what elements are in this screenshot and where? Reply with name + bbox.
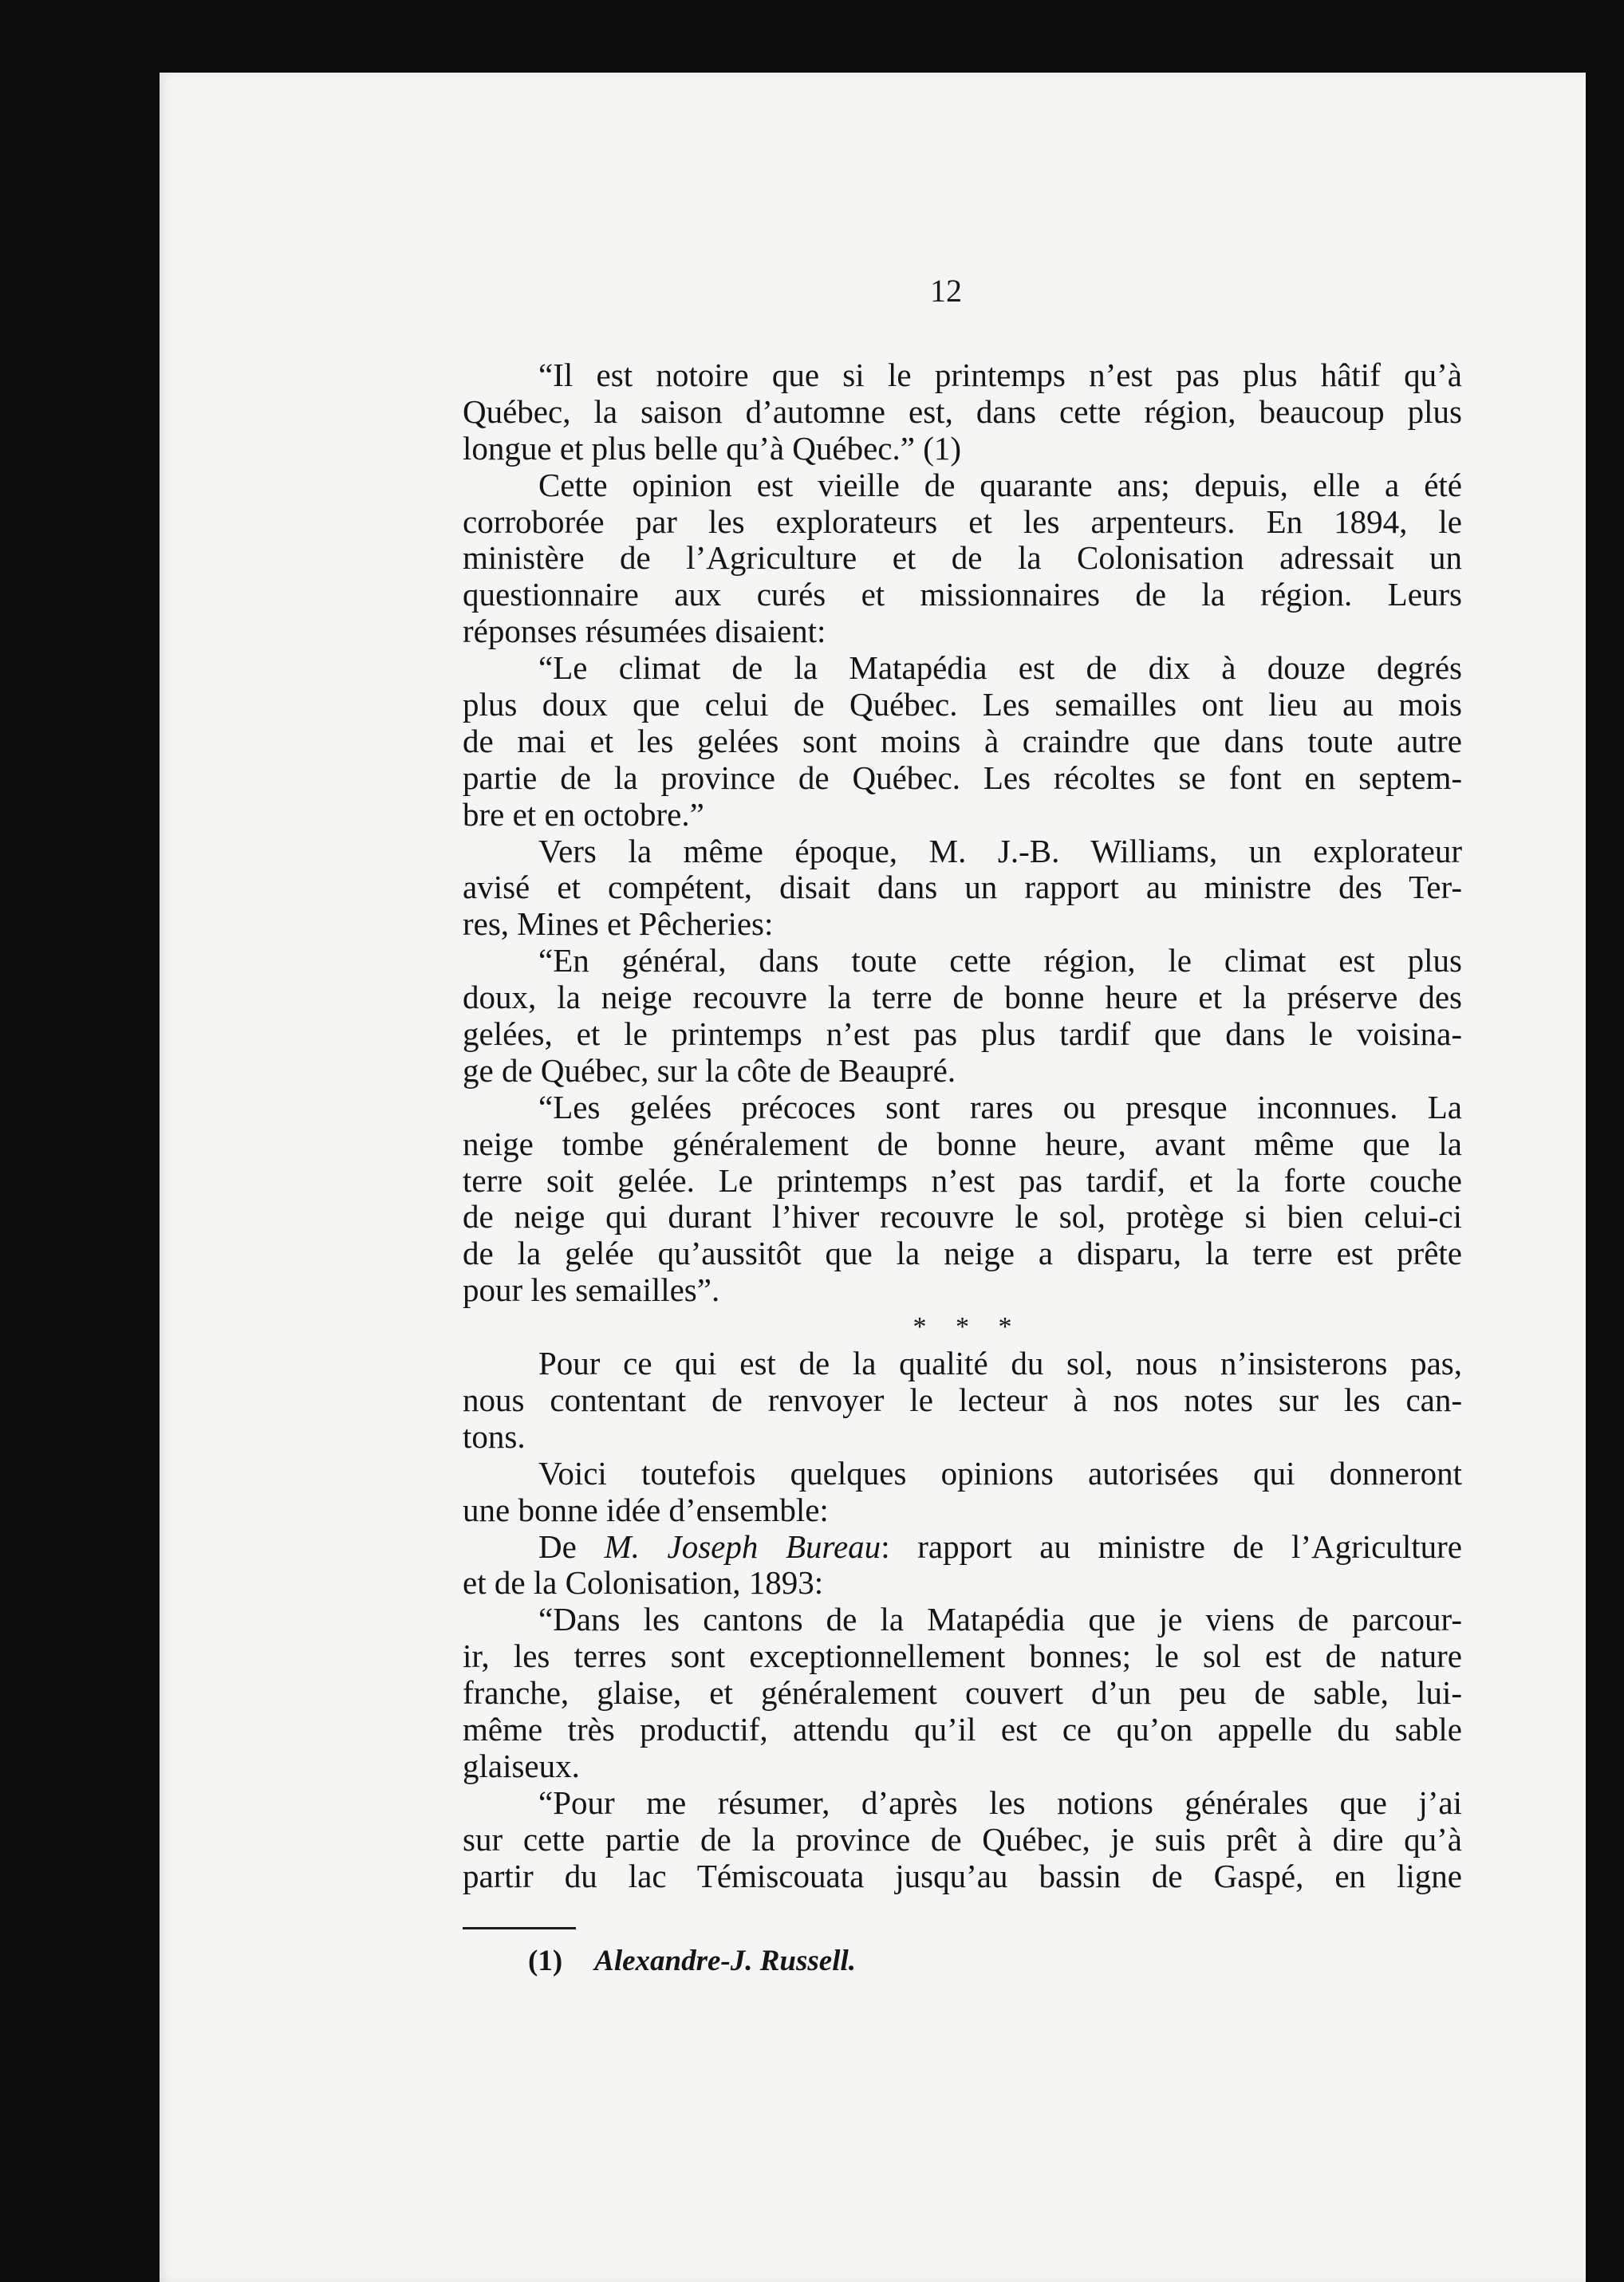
author-name: M. Joseph Bureau	[604, 1528, 881, 1565]
text-segment: De	[538, 1528, 605, 1565]
text-line: de mai et les gelées sont moins à craindre que dans toute autre	[463, 723, 1462, 759]
text-line: “Les gelées précoces sont rares ou presque inconnues. La	[538, 1089, 1462, 1125]
text-line: res, Mines et Pêcheries:	[463, 906, 774, 943]
footnote	[528, 1943, 856, 1980]
text-line: gelées, et le printemps n’est pas plus tardif que dans le voisina-	[463, 1016, 1462, 1053]
text-line: “Il est notoire que si le printemps n’est pas plus hâtif qu’à	[538, 357, 1462, 393]
text-line: tons.	[463, 1418, 526, 1455]
text-line: terre soit gelée. Le printemps n’est pas tardif, et la forte couche	[463, 1162, 1462, 1199]
scanned-page	[160, 73, 1586, 2282]
text-line: Vers la même époque, M. J.-B. Williams, un explorateur	[538, 833, 1462, 869]
text-line: réponses résumées disaient:	[463, 613, 826, 650]
text-line: Cette opinion est vieille de quarante ans; depuis, elle a été	[538, 467, 1462, 503]
text-line: doux, la neige recouvre la terre de bonne heure et la préserve des	[463, 979, 1462, 1016]
text-line: neige tombe généralement de bonne heure, avant même que la	[463, 1125, 1462, 1162]
footnote-marker: (1)	[528, 1945, 563, 1977]
text-line	[463, 1529, 1462, 1566]
text-line: et de la Colonisation, 1893:	[463, 1565, 824, 1602]
text-segment: : rapport au ministre de l’Agriculture	[881, 1528, 1462, 1565]
text-line: Pour ce qui est de la qualité du sol, nous n’insisterons pas,	[538, 1346, 1462, 1382]
text-line: pour les semailles”.	[463, 1272, 720, 1309]
text-line: de neige qui durant l’hiver recouvre le sol, protège si bien celui-ci	[463, 1199, 1462, 1236]
page-number: 12	[930, 273, 962, 309]
text-line: “Le climat de la Matapédia est de dix à douze degrés	[538, 650, 1462, 687]
text-line: plus doux que celui de Québec. Les semailles ont lieu au mois	[463, 687, 1462, 723]
text-line: ministère de l’Agriculture et de la Colonisation adressait un	[463, 540, 1462, 577]
text-line: partir du lac Témiscouata jusqu’au bassin de Gaspé, en ligne	[463, 1858, 1462, 1894]
text-line: Voici toutefois quelques opinions autorisées qui donneront	[538, 1455, 1462, 1492]
text-line: bre et en octobre.”	[463, 796, 704, 833]
section-break-asterisks: * * *	[913, 1312, 1012, 1342]
text-line: longue et plus belle qu’à Québec.” (1)	[463, 430, 962, 467]
text-line: glaiseux.	[463, 1748, 580, 1784]
text-line: sur cette partie de la province de Québec, je suis prêt à dire qu’à	[463, 1821, 1462, 1858]
text-line: même très productif, attendu qu’il est ce qu’on appelle du sable	[463, 1711, 1462, 1748]
footnote-rule	[463, 1927, 576, 1929]
footnote-text: Alexandre-J. Russell.	[594, 1945, 857, 1977]
text-line: questionnaire aux curés et missionnaires de la région. Leurs	[463, 577, 1462, 613]
text-line: “Dans les cantons de la Matapédia que je viens de parcour-	[538, 1602, 1462, 1638]
text-line: avisé et compétent, disait dans un rapport au ministre des Ter-	[463, 869, 1462, 906]
text-line: “Pour me résumer, d’après les notions générales que j’ai	[538, 1784, 1462, 1821]
text-line: ge de Québec, sur la côte de Beaupré.	[463, 1052, 956, 1089]
text-line: “En général, dans toute cette région, le climat est plus	[538, 943, 1462, 979]
text-line: nous contentant de renvoyer le lecteur à nos notes sur les can-	[463, 1381, 1462, 1418]
text-line: une bonne idée d’ensemble:	[463, 1492, 829, 1528]
text-line: franche, glaise, et généralement couvert d’un peu de sable, lui-	[463, 1675, 1462, 1712]
text-line: Québec, la saison d’automne est, dans cette région, beaucoup plus	[463, 393, 1462, 430]
text-line: corroborée par les explorateurs et les arpenteurs. En 1894, le	[463, 503, 1462, 540]
text-column	[463, 357, 1462, 1894]
text-line: ir, les terres sont exceptionnellement bonnes; le sol est de nature	[463, 1638, 1462, 1675]
text-line: de la gelée qu’aussitôt que la neige a disparu, la terre est prête	[463, 1236, 1462, 1272]
text-line: partie de la province de Québec. Les récoltes se font en septem-	[463, 759, 1462, 796]
